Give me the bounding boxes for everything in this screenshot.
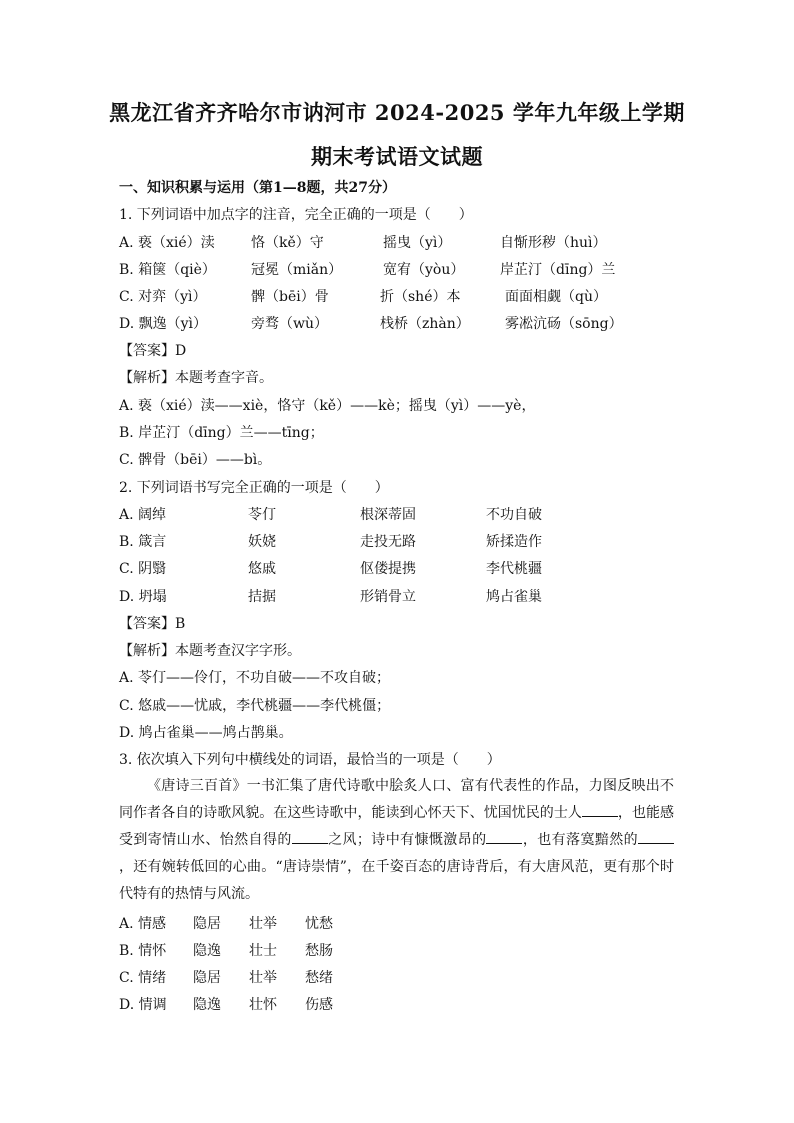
- q1-analysis-line: B. 岸芷汀（dīng）兰——tīng；: [119, 425, 324, 441]
- q3-option-a-word4: 忧愁: [305, 916, 333, 932]
- q2-option-d-word2: 拮据: [248, 589, 276, 605]
- q3-option-a-word1: A. 情感: [119, 916, 167, 932]
- q1-analysis-line: C. 髀骨（bēi）——bì。: [119, 452, 272, 468]
- q1-option-a-word1: A. 亵（xié）渎: [119, 235, 215, 251]
- q3-passage-text: 《唐诗三百首》一书汇集了唐代诗歌中脍炙人口、富有代表性的作品，力图反映出不同作者各自的诗歌风貌。在这些诗歌中，能读到心怀天下、忧国忧民的士人: [119, 778, 674, 821]
- q2-option-c-word4: 李代桃疆: [486, 561, 542, 577]
- q3-option-b-word3: 壮士: [249, 943, 277, 959]
- q3-passage-text: ，也有落寞黯然的: [522, 832, 639, 848]
- q3-passage-text: ，也能感受到寄情山水、怡然自得的: [119, 805, 674, 848]
- q2-answer: 【答案】B: [119, 616, 186, 632]
- q1-option-a-word2: 恪（kě）守: [251, 235, 324, 251]
- q1-option-d-word1: D. 飘逸（yì）: [119, 316, 208, 332]
- q1-option-a-word3: 摇曳（yì）: [383, 235, 452, 251]
- title-line-1: 黑龙江省齐齐哈尔市讷河市 2024-2025 学年九年级上学期: [109, 100, 685, 125]
- q2-option-b-word2: 妖娆: [248, 534, 276, 550]
- q3-option-b-word4: 愁肠: [305, 943, 333, 959]
- q2-stem: 2. 下列词语书写完全正确的一项是（ ）: [119, 480, 389, 496]
- q1-analysis-line: A. 亵（xié）渎——xiè，恪守（kě）——kè；摇曳（yì）——yè，: [119, 398, 536, 414]
- q1-option-b-word3: 宽宥（yòu）: [383, 262, 465, 278]
- q3-option-a-word2: 隐居: [193, 916, 221, 932]
- q2-option-b-word4: 矫揉造作: [486, 534, 542, 550]
- title-line-2: 期末考试语文试题: [311, 144, 483, 169]
- q3-option-c-word4: 愁绪: [305, 970, 333, 986]
- q2-option-c-word1: C. 阴翳: [119, 561, 167, 577]
- q3-stem: 3. 依次填入下列句中横线处的词语，最恰当的一项是（ ）: [119, 752, 501, 768]
- q3-option-c-word3: 壮举: [249, 970, 277, 986]
- q2-analysis-line: D. 鸠占雀巢——鸠占鹊巢。: [119, 725, 293, 741]
- q2-option-a-word1: A. 阔绰: [119, 507, 167, 523]
- q2-option-b-word3: 走投无路: [360, 534, 416, 550]
- fill-blank-4: [638, 829, 674, 844]
- q1-option-b-word1: B. 箱箧（qiè）: [119, 262, 216, 278]
- section-heading: 一、知识积累与运用（第1—8题，共27分）: [119, 180, 396, 196]
- q2-analysis-line: C. 悠戚——忧戚，李代桃疆——李代桃僵；: [119, 698, 391, 714]
- q3-passage-text: 之风；诗中有慷慨激昂的: [327, 832, 487, 848]
- q1-stem: 1. 下列词语中加点字的注音，完全正确的一项是（ ）: [119, 207, 473, 223]
- q1-option-c-word1: C. 对弈（yì）: [119, 289, 207, 305]
- q2-option-d-word3: 形销骨立: [360, 589, 416, 605]
- q1-option-d-word3: 栈桥（zhàn）: [380, 316, 470, 332]
- q2-option-a-word4: 不功自破: [486, 507, 542, 523]
- q1-answer: 【答案】D: [119, 343, 187, 359]
- q3-option-d-word4: 伤感: [305, 997, 333, 1013]
- q1-option-c-word4: 面面相觑（qù）: [505, 289, 607, 305]
- q3-option-c-word1: C. 情绪: [119, 970, 167, 986]
- q2-option-c-word3: 伛偻提携: [360, 561, 416, 577]
- fill-blank-1: [582, 802, 618, 817]
- q2-option-c-word2: 悠戚: [248, 561, 276, 577]
- q1-option-b-word4: 岸芷汀（dīng）兰: [500, 262, 616, 278]
- q3-option-c-word2: 隐居: [193, 970, 221, 986]
- q3-passage-text: ，还有婉转低回的心曲。“唐诗崇情”，在千姿百态的唐诗背后，有大唐风范，更有那个时代特有的热情与风流。: [119, 859, 674, 902]
- q3-passage: [119, 773, 674, 908]
- q3-option-a-word3: 壮举: [249, 916, 277, 932]
- q2-analysis-line: 【解析】本题考查汉字字形。: [119, 643, 301, 659]
- q2-analysis-line: A. 苓仃——伶仃，不功自破——不攻自破；: [119, 670, 391, 686]
- fill-blank-2: [292, 829, 328, 844]
- q1-option-b-word2: 冠冕（miǎn）: [251, 262, 343, 278]
- q2-option-b-word1: B. 箴言: [119, 534, 167, 550]
- q3-option-b-word2: 隐逸: [193, 943, 221, 959]
- q2-option-a-word3: 根深蒂固: [360, 507, 416, 523]
- q1-option-d-word4: 雾凇沆砀（sōng）: [505, 316, 623, 332]
- q3-option-b-word1: B. 情怀: [119, 943, 167, 959]
- q1-option-c-word2: 髀（bēi）骨: [251, 289, 329, 305]
- q3-option-d-word3: 壮怀: [249, 997, 277, 1013]
- fill-blank-3: [486, 829, 522, 844]
- q3-option-d-word2: 隐逸: [193, 997, 221, 1013]
- q2-option-d-word4: 鸠占雀巢: [486, 589, 542, 605]
- q1-option-a-word4: 自惭形秽（huì）: [500, 235, 607, 251]
- q2-option-a-word2: 苓仃: [248, 507, 276, 523]
- q2-option-d-word1: D. 坍塌: [119, 589, 167, 605]
- q1-option-c-word3: 折（shé）本: [380, 289, 461, 305]
- q1-analysis-line: 【解析】本题考查字音。: [119, 370, 273, 386]
- q3-option-d-word1: D. 情调: [119, 997, 167, 1013]
- q1-option-d-word2: 旁骛（wù）: [251, 316, 328, 332]
